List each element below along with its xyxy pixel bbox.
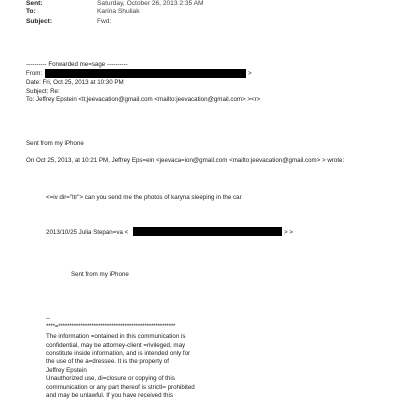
disclaimer-line: communication or any part thereof is strictl= prohibited [46, 384, 195, 391]
redaction-bar [133, 227, 282, 236]
forwarded-to: To: Jeffrey Epstein <lt;jeevacation@gmail.com <mailto:jeevacation@gmail.com> ><r> [26, 96, 261, 103]
disclaimer-line: Unauthorized use, di=closure or copying of this [46, 375, 175, 382]
forwarded-divider: ---------- Forwarded me=sage ---------- [26, 61, 128, 68]
disclaimer-line: constitute inside information, and is intended only for [46, 350, 191, 357]
quote-line: On Oct 25, 2013, at 10:21 PM, Jeffrey Eps=ein <jeevaca=ion@gmail.com <mailto:jeevacation@gmail.com> > wrote: [26, 157, 345, 164]
to-value: Karina Shuliak [97, 8, 140, 15]
subject-value: Fwd: [97, 18, 112, 25]
disclaimer-line: The information =ontained in this communication is [46, 333, 186, 340]
sent-value: Saturday, October 26, 2013 2:35 AM [97, 0, 204, 7]
forwarded-from-label: From: [26, 70, 43, 77]
subject-label: Subject: [26, 18, 53, 25]
request-line: <=iv dir="ltr"> can you send me the photos of karyna sleeping in the car [46, 194, 242, 201]
forwarded-subject: Subject: Re: [26, 88, 60, 95]
to-label: To: [26, 8, 36, 15]
disclaimer-line: Jeffrey Epstein [46, 367, 87, 374]
disclaimer-line: and may be unlawful. If you have received this [46, 392, 173, 399]
julia-line-suffix: > > [284, 229, 293, 236]
disclaimer-line: confidential, may be attorney-client =rivileged, may [46, 342, 186, 349]
sent-from-iphone-2: Sent from my iPhone [71, 271, 129, 278]
disclaimer-line: the use of the a=dressee. It is the property of [46, 358, 169, 365]
forwarded-date: Date: Fri, Oct 25, 2013 at 10:30 PM [26, 79, 124, 86]
forwarded-from-tail: > [248, 70, 252, 77]
star-divider: ****=***************************************************** [46, 323, 176, 330]
double-dash: -- [46, 315, 51, 322]
julia-line-prefix: 2013/10/25 Julia Stepan=va < [46, 229, 129, 236]
sent-label: Sent: [26, 0, 43, 7]
sent-from-iphone-1: Sent from my iPhone [26, 140, 84, 147]
redaction-bar [45, 69, 246, 78]
